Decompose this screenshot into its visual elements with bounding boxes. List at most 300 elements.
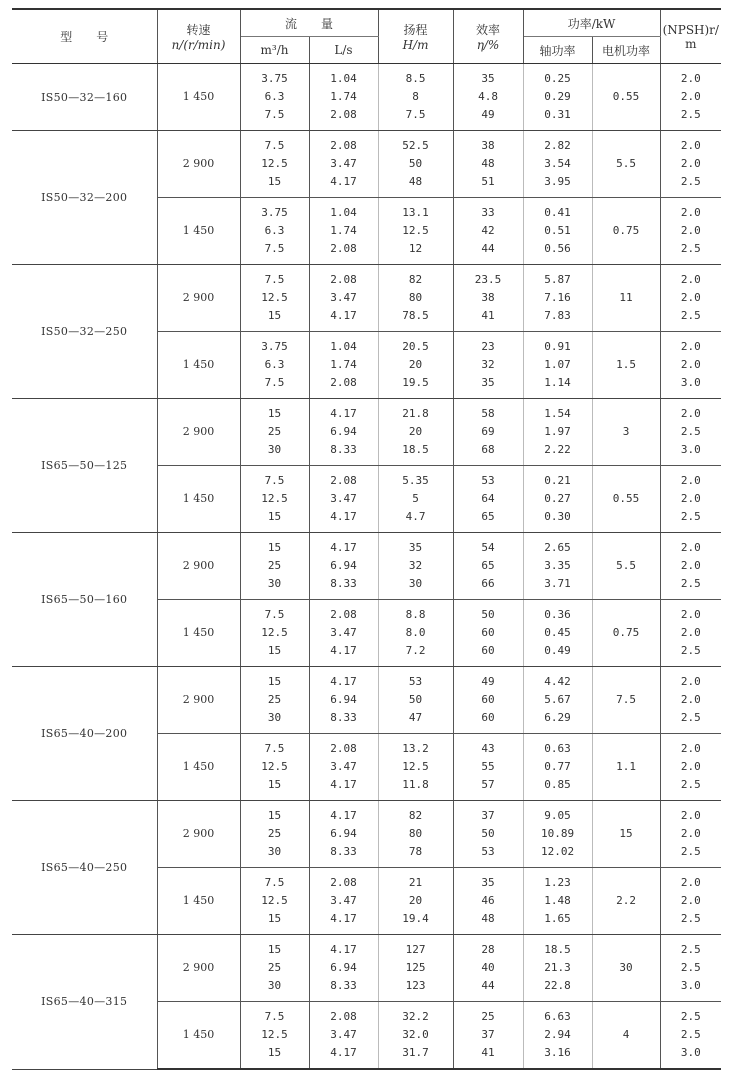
shaft-power-value: 0.45 (544, 626, 571, 639)
efficiency-value: 25 (481, 1010, 495, 1023)
efficiency-value: 65 (481, 559, 495, 572)
efficiency-value: 41 (481, 1046, 495, 1059)
npsh-value: 2.5 (680, 242, 701, 255)
shaft-power-value: 0.91 (544, 340, 571, 353)
speed-cell: 1 450 (157, 64, 240, 131)
shaft-power-value: 0.41 (544, 206, 571, 219)
head-value: 8.0 (405, 626, 426, 639)
flow-m3h-cell (240, 533, 309, 600)
head-cell (378, 734, 453, 801)
flow-ls-value: 4.17 (330, 510, 357, 523)
npsh-cell (660, 265, 721, 332)
flow-ls-value: 4.17 (330, 778, 357, 791)
npsh-value: 2.0 (680, 90, 701, 103)
speed-cell: 2 900 (157, 265, 240, 332)
flow-ls-cell (309, 265, 378, 332)
flow-ls-value: 4.17 (330, 407, 357, 420)
shaft-power-value: 1.07 (544, 358, 571, 371)
head-value: 20.5 (402, 340, 429, 353)
shaft-power-value: 6.29 (544, 711, 571, 724)
npsh-value: 3.0 (680, 1046, 701, 1059)
shaft-power-value: 1.65 (544, 912, 571, 925)
flow-m3h-cell (240, 265, 309, 332)
npsh-value: 2.0 (680, 474, 701, 487)
flow-ls-value: 3.47 (330, 492, 357, 505)
head-cell (378, 332, 453, 399)
flow-ls-value: 2.08 (330, 139, 357, 152)
head-cell (378, 1002, 453, 1070)
head-value: 20 (408, 425, 423, 438)
npsh-cell (660, 1002, 721, 1070)
header-model: 型 号 (12, 9, 157, 64)
flow-m3h-value: 15 (267, 644, 282, 657)
npsh-cell (660, 868, 721, 935)
flow-m3h-value: 15 (267, 541, 282, 554)
shaft-power-value: 3.16 (544, 1046, 571, 1059)
motor-power-cell: 30 (592, 935, 660, 1002)
shaft-power-value: 5.67 (544, 693, 571, 706)
flow-m3h-value: 15 (267, 675, 282, 688)
head-value: 12 (408, 242, 423, 255)
head-value: 78.5 (402, 309, 429, 322)
head-value: 7.5 (405, 108, 426, 121)
npsh-cell (660, 667, 721, 734)
shaft-power-cell (523, 533, 592, 600)
flow-ls-cell (309, 667, 378, 734)
shaft-power-value: 0.30 (544, 510, 571, 523)
npsh-cell (660, 64, 721, 131)
flow-ls-value: 4.17 (330, 309, 357, 322)
flow-ls-value: 8.33 (330, 711, 357, 724)
npsh-value: 2.0 (680, 760, 701, 773)
head-value: 52.5 (402, 139, 429, 152)
header-npsh-unit: m (685, 36, 697, 51)
head-value: 31.7 (402, 1046, 429, 1059)
npsh-value: 2.0 (680, 675, 701, 688)
flow-ls-value: 6.94 (330, 827, 357, 840)
flow-m3h-value: 7.5 (264, 474, 285, 487)
efficiency-cell (453, 332, 523, 399)
flow-ls-value: 1.04 (330, 72, 357, 85)
shaft-power-value: 5.87 (544, 273, 571, 286)
flow-m3h-cell (240, 399, 309, 466)
efficiency-value: 60 (481, 693, 495, 706)
header-efficiency-unit: η/% (476, 38, 500, 52)
head-cell (378, 64, 453, 131)
flow-ls-value: 8.33 (330, 845, 357, 858)
flow-ls-value: 1.74 (330, 358, 357, 371)
speed-cell: 1 450 (157, 868, 240, 935)
flow-ls-value: 3.47 (330, 760, 357, 773)
flow-m3h-value: 12.5 (261, 157, 288, 170)
flow-m3h-cell (240, 600, 309, 667)
npsh-value: 3.0 (680, 376, 701, 389)
header-efficiency-label: 效率 (476, 23, 501, 37)
npsh-value: 3.0 (680, 979, 701, 992)
head-cell (378, 868, 453, 935)
motor-power-cell: 0.75 (592, 600, 660, 667)
head-value: 47 (408, 711, 423, 724)
motor-power-cell: 1.5 (592, 332, 660, 399)
efficiency-value: 44 (481, 979, 495, 992)
flow-m3h-cell (240, 667, 309, 734)
efficiency-value: 60 (481, 626, 495, 639)
flow-ls-cell (309, 600, 378, 667)
flow-ls-cell (309, 466, 378, 533)
header-head-unit: H/m (402, 38, 429, 52)
flow-m3h-cell (240, 868, 309, 935)
head-value: 12.5 (402, 760, 429, 773)
flow-ls-cell (309, 533, 378, 600)
npsh-value: 2.0 (680, 626, 701, 639)
npsh-value: 2.0 (680, 139, 701, 152)
efficiency-cell (453, 198, 523, 265)
header-flow: 流 量 (240, 9, 378, 37)
flow-ls-value: 3.47 (330, 157, 357, 170)
motor-power-cell: 0.55 (592, 466, 660, 533)
head-value: 20 (408, 894, 423, 907)
flow-m3h-value: 15 (267, 175, 282, 188)
shaft-power-value: 1.14 (544, 376, 571, 389)
shaft-power-value: 0.49 (544, 644, 571, 657)
flow-ls-value: 3.47 (330, 894, 357, 907)
flow-ls-value: 3.47 (330, 291, 357, 304)
npsh-value: 2.5 (680, 912, 701, 925)
flow-ls-cell (309, 1002, 378, 1070)
table-row (12, 399, 721, 466)
flow-ls-cell (309, 131, 378, 198)
flow-ls-cell (309, 868, 378, 935)
efficiency-value: 50 (481, 608, 495, 621)
speed-cell: 1 450 (157, 600, 240, 667)
flow-m3h-cell (240, 198, 309, 265)
header-flow-ls: L/s (309, 37, 378, 64)
npsh-value: 2.0 (680, 693, 701, 706)
efficiency-value: 41 (481, 309, 495, 322)
flow-m3h-value: 15 (267, 912, 282, 925)
efficiency-cell (453, 533, 523, 600)
shaft-power-value: 7.16 (544, 291, 571, 304)
shaft-power-value: 0.29 (544, 90, 571, 103)
table-row (12, 64, 721, 131)
shaft-power-cell (523, 198, 592, 265)
flow-m3h-value: 15 (267, 778, 282, 791)
head-value: 8 (412, 90, 419, 103)
header-shaft-power: 轴功率 (523, 37, 592, 64)
flow-ls-value: 2.08 (330, 108, 357, 121)
npsh-cell (660, 801, 721, 868)
shaft-power-value: 1.23 (544, 876, 571, 889)
flow-ls-cell (309, 64, 378, 131)
npsh-value: 2.0 (680, 809, 701, 822)
header-npsh (660, 9, 721, 64)
speed-cell: 1 450 (157, 734, 240, 801)
shaft-power-value: 0.25 (544, 72, 571, 85)
table-body (12, 64, 721, 1070)
npsh-value: 2.0 (680, 894, 701, 907)
head-value: 21.8 (402, 407, 429, 420)
shaft-power-value: 0.27 (544, 492, 571, 505)
efficiency-value: 42 (481, 224, 495, 237)
head-value: 5.35 (402, 474, 429, 487)
npsh-cell (660, 198, 721, 265)
efficiency-cell (453, 466, 523, 533)
efficiency-value: 48 (481, 157, 495, 170)
flow-ls-value: 8.33 (330, 979, 357, 992)
npsh-value: 2.0 (680, 358, 701, 371)
npsh-value: 2.0 (680, 742, 701, 755)
efficiency-value: 35 (481, 376, 495, 389)
flow-m3h-value: 7.5 (264, 242, 285, 255)
shaft-power-cell (523, 64, 592, 131)
header-power: 功率/kW (523, 9, 660, 37)
shaft-power-cell (523, 1002, 592, 1070)
flow-m3h-value: 12.5 (261, 291, 288, 304)
efficiency-cell (453, 935, 523, 1002)
flow-m3h-value: 15 (267, 943, 282, 956)
shaft-power-value: 18.5 (544, 943, 571, 956)
efficiency-value: 51 (481, 175, 495, 188)
head-value: 30 (408, 577, 423, 590)
shaft-power-value: 2.94 (544, 1028, 571, 1041)
head-value: 18.5 (402, 443, 429, 456)
flow-m3h-value: 15 (267, 407, 282, 420)
motor-power-cell: 7.5 (592, 667, 660, 734)
flow-ls-value: 2.08 (330, 1010, 357, 1023)
efficiency-value: 33 (481, 206, 495, 219)
npsh-value: 2.5 (680, 309, 701, 322)
shaft-power-value: 3.71 (544, 577, 571, 590)
flow-m3h-value: 7.5 (264, 108, 285, 121)
header-efficiency (453, 9, 523, 64)
speed-cell: 2 900 (157, 801, 240, 868)
flow-m3h-value: 25 (267, 961, 282, 974)
flow-ls-cell (309, 332, 378, 399)
flow-m3h-value: 30 (267, 577, 282, 590)
npsh-value: 2.5 (680, 425, 701, 438)
efficiency-value: 54 (481, 541, 495, 554)
head-value: 32.0 (402, 1028, 429, 1041)
flow-ls-cell (309, 734, 378, 801)
head-value: 82 (408, 273, 423, 286)
npsh-value: 2.5 (680, 1028, 701, 1041)
efficiency-value: 44 (481, 242, 495, 255)
shaft-power-value: 21.3 (544, 961, 571, 974)
model-cell: IS50—32—200 (12, 131, 157, 265)
head-value: 13.1 (402, 206, 429, 219)
head-value: 8.8 (405, 608, 426, 621)
efficiency-value: 65 (481, 510, 495, 523)
shaft-power-value: 12.02 (540, 845, 575, 858)
efficiency-value: 53 (481, 474, 495, 487)
npsh-value: 2.0 (680, 206, 701, 219)
shaft-power-value: 7.83 (544, 309, 571, 322)
efficiency-value: 4.8 (478, 90, 498, 103)
flow-ls-value: 3.47 (330, 626, 357, 639)
head-value: 125 (405, 961, 426, 974)
shaft-power-value: 2.82 (544, 139, 571, 152)
speed-cell: 2 900 (157, 667, 240, 734)
efficiency-value: 66 (481, 577, 495, 590)
flow-ls-value: 4.17 (330, 541, 357, 554)
flow-ls-value: 1.04 (330, 340, 357, 353)
shaft-power-cell (523, 332, 592, 399)
flow-m3h-value: 30 (267, 443, 282, 456)
efficiency-value: 58 (481, 407, 495, 420)
flow-ls-value: 4.17 (330, 912, 357, 925)
model-cell: IS65—50—125 (12, 399, 157, 533)
npsh-value: 2.0 (680, 273, 701, 286)
flow-ls-value: 2.08 (330, 242, 357, 255)
shaft-power-value: 2.65 (544, 541, 571, 554)
speed-cell: 2 900 (157, 131, 240, 198)
head-cell (378, 801, 453, 868)
head-cell (378, 667, 453, 734)
flow-m3h-cell (240, 332, 309, 399)
efficiency-value: 53 (481, 845, 495, 858)
flow-ls-cell (309, 801, 378, 868)
npsh-value: 3.0 (680, 443, 701, 456)
flow-m3h-value: 3.75 (261, 340, 288, 353)
efficiency-value: 64 (481, 492, 495, 505)
head-value: 32 (408, 559, 423, 572)
efficiency-value: 49 (481, 675, 495, 688)
flow-ls-cell (309, 935, 378, 1002)
speed-cell: 1 450 (157, 198, 240, 265)
motor-power-cell: 4 (592, 1002, 660, 1070)
header-motor-power: 电机功率 (592, 37, 660, 64)
flow-ls-value: 1.04 (330, 206, 357, 219)
efficiency-cell (453, 868, 523, 935)
table-row (12, 131, 721, 198)
shaft-power-value: 0.21 (544, 474, 571, 487)
flow-ls-value: 4.17 (330, 1046, 357, 1059)
flow-ls-value: 2.08 (330, 273, 357, 286)
table-row (12, 801, 721, 868)
flow-ls-value: 4.17 (330, 943, 357, 956)
head-cell (378, 600, 453, 667)
flow-ls-cell (309, 198, 378, 265)
head-value: 50 (408, 157, 423, 170)
shaft-power-value: 3.35 (544, 559, 571, 572)
head-value: 20 (408, 358, 423, 371)
npsh-value: 2.0 (680, 608, 701, 621)
shaft-power-cell (523, 801, 592, 868)
head-value: 4.7 (405, 510, 426, 523)
table-row (12, 265, 721, 332)
head-value: 19.5 (402, 376, 429, 389)
head-cell (378, 265, 453, 332)
efficiency-cell (453, 600, 523, 667)
flow-m3h-cell (240, 801, 309, 868)
efficiency-value: 38 (481, 139, 495, 152)
head-value: 12.5 (402, 224, 429, 237)
head-value: 5 (412, 492, 419, 505)
flow-m3h-value: 12.5 (261, 492, 288, 505)
header-speed-unit: n/(r/min) (171, 38, 226, 52)
head-cell (378, 399, 453, 466)
motor-power-cell: 5.5 (592, 131, 660, 198)
efficiency-value: 35 (481, 876, 495, 889)
shaft-power-cell (523, 600, 592, 667)
head-value: 80 (408, 291, 423, 304)
head-value: 80 (408, 827, 423, 840)
table-row (12, 935, 721, 1002)
motor-power-cell: 2.2 (592, 868, 660, 935)
flow-m3h-value: 3.75 (261, 72, 288, 85)
header-speed-label: 转速 (186, 23, 211, 37)
npsh-value: 2.0 (680, 827, 701, 840)
npsh-value: 2.5 (680, 778, 701, 791)
flow-m3h-value: 6.3 (264, 224, 285, 237)
head-cell (378, 935, 453, 1002)
efficiency-value: 40 (481, 961, 495, 974)
flow-ls-value: 4.17 (330, 809, 357, 822)
shaft-power-value: 3.95 (544, 175, 571, 188)
flow-m3h-value: 30 (267, 711, 282, 724)
npsh-value: 2.0 (680, 876, 701, 889)
flow-m3h-value: 25 (267, 693, 282, 706)
flow-ls-value: 6.94 (330, 559, 357, 572)
flow-ls-value: 1.74 (330, 224, 357, 237)
head-value: 32.2 (402, 1010, 429, 1023)
efficiency-value: 37 (481, 809, 495, 822)
head-value: 19.4 (402, 912, 429, 925)
npsh-value: 2.0 (680, 541, 701, 554)
flow-m3h-value: 7.5 (264, 139, 285, 152)
flow-ls-value: 1.74 (330, 90, 357, 103)
head-value: 127 (405, 943, 426, 956)
npsh-value: 2.0 (680, 407, 701, 420)
shaft-power-value: 1.97 (544, 425, 571, 438)
speed-cell: 1 450 (157, 466, 240, 533)
table-row (12, 533, 721, 600)
efficiency-value: 68 (481, 443, 495, 456)
flow-m3h-value: 6.3 (264, 90, 285, 103)
shaft-power-value: 0.63 (544, 742, 571, 755)
npsh-value: 2.0 (680, 291, 701, 304)
head-value: 53 (408, 675, 423, 688)
npsh-cell (660, 935, 721, 1002)
flow-m3h-value: 12.5 (261, 894, 288, 907)
npsh-value: 2.0 (680, 157, 701, 170)
flow-ls-value: 8.33 (330, 443, 357, 456)
efficiency-value: 69 (481, 425, 495, 438)
header-npsh-label: (NPSH)r/ (662, 22, 719, 37)
shaft-power-value: 0.77 (544, 760, 571, 773)
flow-m3h-value: 15 (267, 809, 282, 822)
head-value: 35 (408, 541, 423, 554)
head-value: 13.2 (402, 742, 429, 755)
npsh-value: 2.0 (680, 492, 701, 505)
flow-ls-value: 6.94 (330, 425, 357, 438)
efficiency-cell (453, 801, 523, 868)
efficiency-cell (453, 64, 523, 131)
flow-ls-value: 2.08 (330, 876, 357, 889)
flow-m3h-cell (240, 64, 309, 131)
head-cell (378, 131, 453, 198)
head-value: 123 (405, 979, 426, 992)
shaft-power-value: 2.22 (544, 443, 571, 456)
efficiency-value: 32 (481, 358, 495, 371)
flow-m3h-value: 25 (267, 827, 282, 840)
head-cell (378, 466, 453, 533)
flow-ls-value: 4.17 (330, 175, 357, 188)
flow-m3h-value: 6.3 (264, 358, 285, 371)
efficiency-cell (453, 667, 523, 734)
motor-power-cell: 1.1 (592, 734, 660, 801)
flow-m3h-value: 30 (267, 979, 282, 992)
